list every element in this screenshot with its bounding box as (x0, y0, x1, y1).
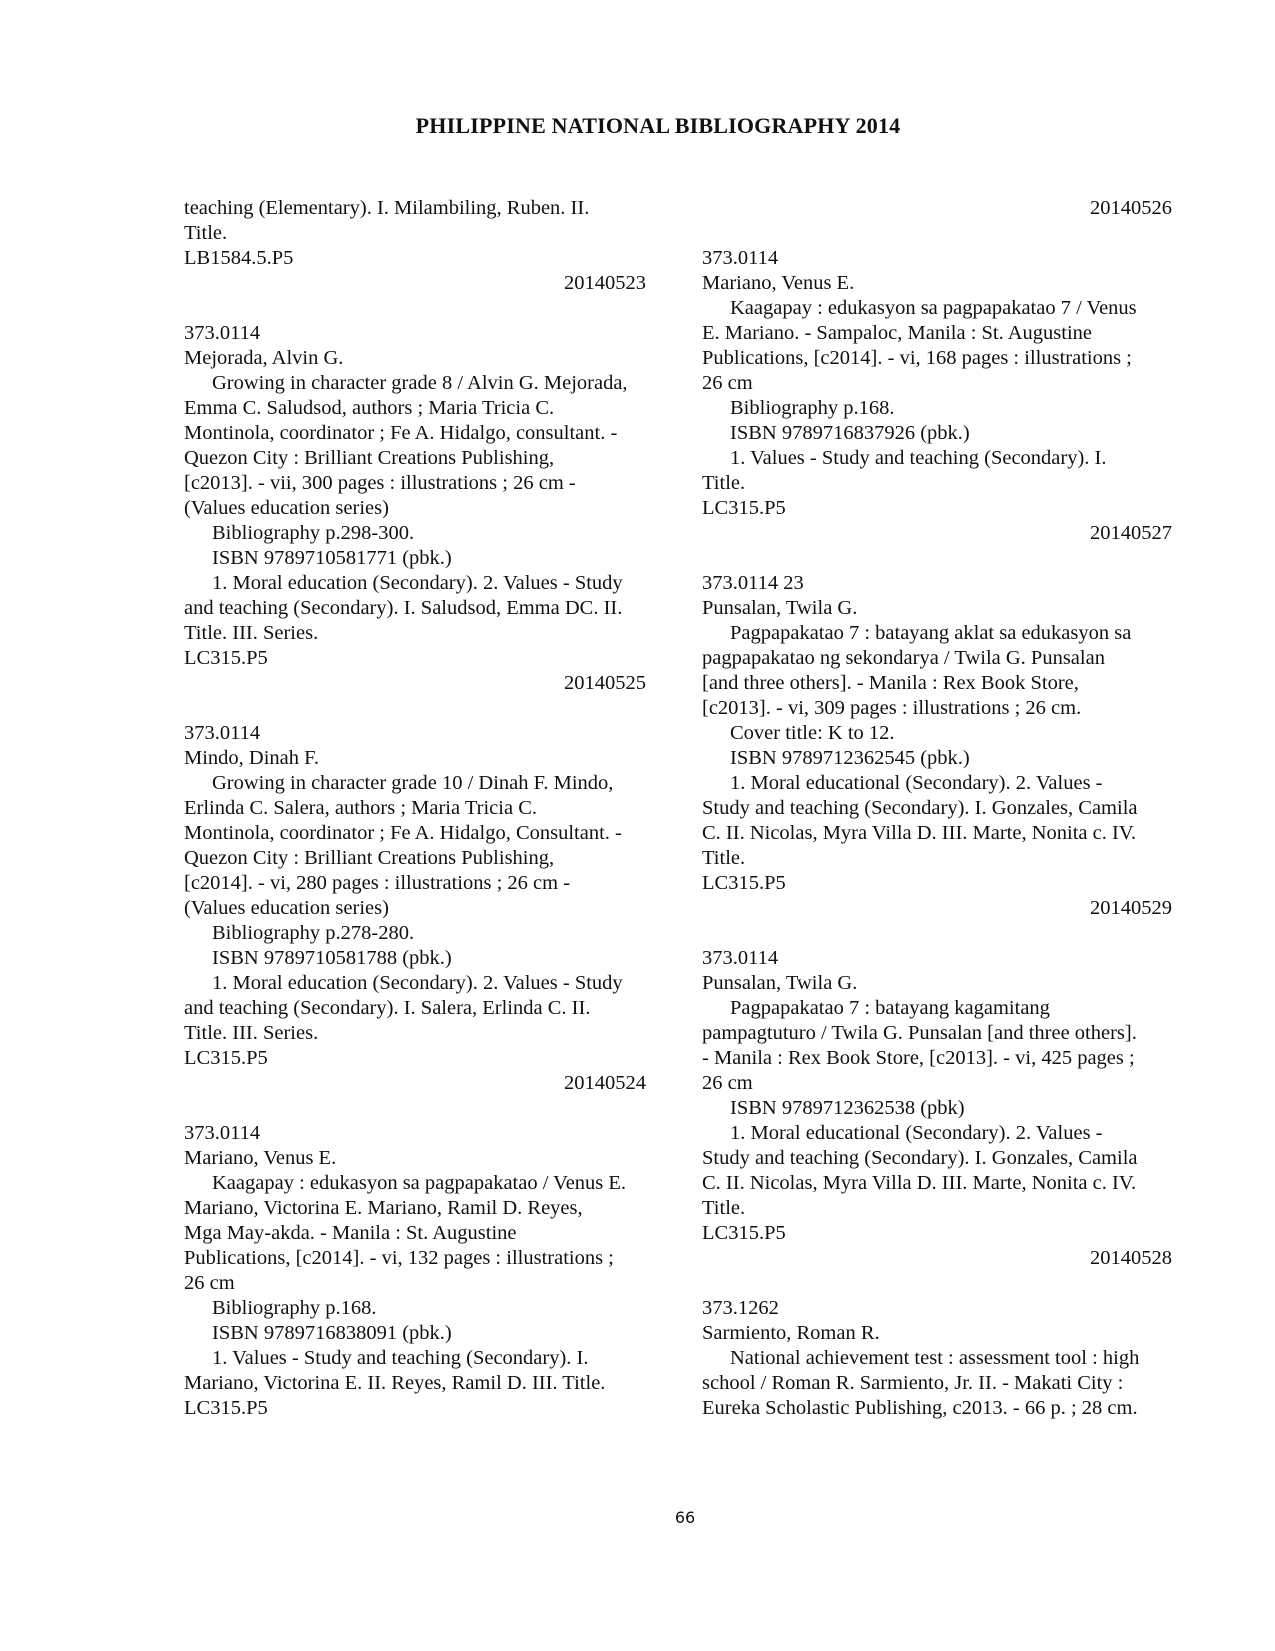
entry-line: (Values education series) (184, 897, 389, 919)
entry-line: pampagtuturo / Twila G. Punsalan [and three others]. (702, 1022, 1137, 1044)
entry-line: Mariano, Victorina E. II. Reyes, Ramil D. III. Title. (184, 1372, 606, 1394)
entry-line: E. Mariano. - Sampaloc, Manila : St. Augustine (702, 322, 1093, 344)
entry-line: Growing in character grade 10 / Dinah F. Mindo, (212, 772, 614, 794)
entry-spacer (702, 221, 1172, 246)
entry-line: [and three others]. - Manila : Rex Book Store, (702, 672, 1079, 694)
entry-line: C. II. Nicolas, Myra Villa D. III. Marte, Nonita c. IV. (702, 1172, 1137, 1194)
entry-line: Title. (702, 1197, 746, 1219)
entry-line: Title. III. Series. (184, 622, 319, 644)
entry-line: 373.0114 (184, 1122, 261, 1144)
entry-line: Cover title: K to 12. (730, 722, 895, 744)
entry-line: and teaching (Secondary). I. Saludsod, Emma DC. II. (184, 597, 623, 619)
entry-line: Title. (702, 847, 746, 869)
entry-line: teaching (Elementary). I. Milambiling, Ruben. II. (184, 197, 590, 219)
entry-line: Bibliography p.168. (212, 1297, 377, 1319)
entry-spacer (702, 1271, 1172, 1296)
page-number: 66 (674, 1508, 696, 1527)
entry-line: National achievement test : assessment tool : high (730, 1347, 1140, 1369)
entry-line: 20140527 (1090, 522, 1172, 544)
entry-spacer (184, 296, 646, 321)
entry-line: 20140525 (564, 672, 646, 694)
left-column (184, 196, 646, 1421)
entry-line: ISBN 9789710581771 (pbk.) (212, 547, 452, 569)
entry-line: 26 cm (702, 372, 753, 394)
entry-line: ISBN 9789712362545 (pbk.) (730, 747, 970, 769)
entry-line: Sarmiento, Roman R. (702, 1322, 880, 1344)
entry-line: 20140526 (1090, 197, 1172, 219)
entry-line: C. II. Nicolas, Myra Villa D. III. Marte, Nonita c. IV. (702, 822, 1137, 844)
entry-line: pagpapakatao ng sekondarya / Twila G. Punsalan (702, 647, 1105, 669)
entry-line: 26 cm (184, 1272, 235, 1294)
entry-line: 373.1262 (702, 1297, 779, 1319)
entry-line: 26 cm (702, 1072, 753, 1094)
entry-line: Mariano, Venus E. (702, 272, 855, 294)
entry-line: Punsalan, Twila G. (702, 597, 858, 619)
entry-line: ISBN 9789716838091 (pbk.) (212, 1322, 452, 1344)
entry-spacer (702, 921, 1172, 946)
page-title: PHILIPPINE NATIONAL BIBLIOGRAPHY 2014 (415, 113, 901, 138)
entry-line: Quezon City : Brilliant Creations Publishing, (184, 447, 555, 469)
entry-line: and teaching (Secondary). I. Salera, Erlinda C. II. (184, 997, 591, 1019)
entry-line: Title. (702, 472, 746, 494)
entry-line: Kaagapay : edukasyon sa pagpapakatao / Venus E. (212, 1172, 627, 1194)
entry-line: ISBN 9789710581788 (pbk.) (212, 947, 452, 969)
entry-line: Publications, [c2014]. - vi, 168 pages : illustrations ; (702, 347, 1132, 369)
entry-line: Study and teaching (Secondary). I. Gonzales, Camila (702, 797, 1138, 819)
entry-line: Pagpapakatao 7 : batayang aklat sa edukasyon sa (730, 622, 1132, 644)
entry-line: 1. Moral education (Secondary). 2. Values - Study (212, 972, 623, 994)
entry-spacer (184, 1096, 646, 1121)
entry-line: Title. III. Series. (184, 1022, 319, 1044)
entry-line: Bibliography p.278-280. (212, 922, 415, 944)
entry-line: LC315.P5 (184, 1047, 268, 1069)
entry-line: LC315.P5 (702, 497, 786, 519)
entry-line: Pagpapakatao 7 : batayang kagamitang (730, 997, 1050, 1019)
entry-spacer (184, 696, 646, 721)
entry-line: 20140523 (564, 272, 646, 294)
entry-line: Publications, [c2014]. - vi, 132 pages : illustrations ; (184, 1247, 614, 1269)
entry-line: Montinola, coordinator ; Fe A. Hidalgo, consultant. - (184, 422, 618, 444)
entry-line: LC315.P5 (184, 1397, 268, 1419)
entry-line: 20140524 (564, 1072, 646, 1094)
entry-line: (Values education series) (184, 497, 389, 519)
entry-line: 373.0114 (702, 947, 779, 969)
entry-line: ISBN 9789712362538 (pbk) (730, 1097, 965, 1119)
entry-line: Mga May-akda. - Manila : St. Augustine (184, 1222, 517, 1244)
entry-line: Mariano, Victorina E. Mariano, Ramil D. Reyes, (184, 1197, 583, 1219)
entry-line: Study and teaching (Secondary). I. Gonzales, Camila (702, 1147, 1138, 1169)
entry-line: - Manila : Rex Book Store, [c2013]. - vi, 425 pages ; (702, 1047, 1135, 1069)
entry-line: 373.0114 (702, 247, 779, 269)
entry-line: LC315.P5 (702, 1222, 786, 1244)
right-column (702, 196, 1172, 1421)
entry-line: 1. Moral educational (Secondary). 2. Values - (730, 1122, 1103, 1144)
entry-spacer (702, 546, 1172, 571)
entry-line: Kaagapay : edukasyon sa pagpapakatao 7 / Venus (730, 297, 1137, 319)
entry-line: 373.0114 23 (702, 572, 804, 594)
entry-line: [c2014]. - vi, 280 pages : illustrations ; 26 cm - (184, 872, 571, 894)
entry-line: Bibliography p.298-300. (212, 522, 415, 544)
entry-line: 1. Values - Study and teaching (Secondary). I. (212, 1347, 589, 1369)
entry-line: LC315.P5 (702, 872, 786, 894)
entry-line: 1. Values - Study and teaching (Secondary). I. (730, 447, 1107, 469)
entry-line: 20140529 (1090, 897, 1172, 919)
entry-line: LC315.P5 (184, 647, 268, 669)
entry-line: 20140528 (1090, 1247, 1172, 1269)
entry-line: Eureka Scholastic Publishing, c2013. - 66 p. ; 28 cm. (702, 1397, 1138, 1419)
entry-line: LB1584.5.P5 (184, 247, 294, 269)
entry-line: [c2013]. - vii, 300 pages : illustrations ; 26 cm - (184, 472, 576, 494)
entry-line: Punsalan, Twila G. (702, 972, 858, 994)
entry-line: Emma C. Saludsod, authors ; Maria Tricia C. (184, 397, 555, 419)
entry-line: Mariano, Venus E. (184, 1147, 337, 1169)
entry-line: 1. Moral education (Secondary). 2. Values - Study (212, 572, 623, 594)
entry-line: ISBN 9789716837926 (pbk.) (730, 422, 970, 444)
entry-line: Title. (184, 222, 228, 244)
entry-line: Mejorada, Alvin G. (184, 347, 344, 369)
entry-line: Mindo, Dinah F. (184, 747, 320, 769)
entry-line: 1. Moral educational (Secondary). 2. Values - (730, 772, 1103, 794)
entry-line: 373.0114 (184, 322, 261, 344)
entry-line: Bibliography p.168. (730, 397, 895, 419)
entry-line: Growing in character grade 8 / Alvin G. Mejorada, (212, 372, 628, 394)
entry-line: [c2013]. - vi, 309 pages : illustrations ; 26 cm. (702, 697, 1082, 719)
entry-line: school / Roman R. Sarmiento, Jr. II. - Makati City : (702, 1372, 1124, 1394)
entry-line: 373.0114 (184, 722, 261, 744)
entry-line: Quezon City : Brilliant Creations Publishing, (184, 847, 555, 869)
entry-line: Montinola, coordinator ; Fe A. Hidalgo, Consultant. - (184, 822, 622, 844)
entry-line: Erlinda C. Salera, authors ; Maria Tricia C. (184, 797, 537, 819)
